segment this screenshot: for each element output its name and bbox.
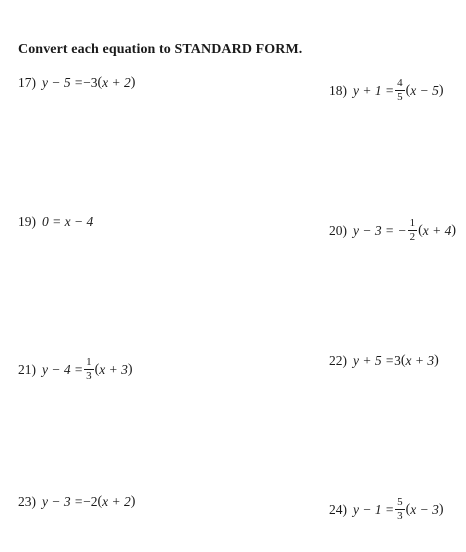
close-paren: ) xyxy=(127,361,133,377)
problem-21 xyxy=(18,357,133,382)
problem-19 xyxy=(18,215,93,229)
equation-inner: x + 3 xyxy=(405,353,435,369)
problem-20 xyxy=(329,218,456,243)
problem-number: 24) xyxy=(329,501,347,517)
denominator: 2 xyxy=(409,231,416,243)
equation-lhs: 0 = x − 4 xyxy=(42,214,94,229)
close-paren: ) xyxy=(438,501,444,517)
problem-24 xyxy=(329,497,444,522)
fraction xyxy=(395,78,405,103)
equation-lhs: y + 1 = xyxy=(353,82,395,98)
coefficient: −2 xyxy=(83,494,98,510)
fraction xyxy=(408,218,418,243)
equation-inner: x − 3 xyxy=(410,501,439,517)
problem-22 xyxy=(329,354,439,368)
equation-lhs: y − 5 = xyxy=(42,75,84,91)
problem-number: 17) xyxy=(18,75,36,91)
equation-inner: x + 2 xyxy=(102,494,131,510)
fraction xyxy=(84,357,94,382)
problem-number: 23) xyxy=(18,494,36,510)
open-paren: ( xyxy=(97,75,103,90)
equation xyxy=(353,497,444,522)
problem-17 xyxy=(18,76,135,90)
equation-lhs: y + 5 = xyxy=(353,353,395,369)
numerator: 4 xyxy=(397,77,403,89)
equation xyxy=(42,215,93,229)
close-paren: ) xyxy=(130,75,136,90)
numerator: 1 xyxy=(409,217,416,229)
denominator: 5 xyxy=(397,91,403,103)
open-paren: ( xyxy=(94,361,100,377)
numerator: 5 xyxy=(397,496,403,508)
problem-number: 22) xyxy=(329,353,347,369)
equation xyxy=(42,76,135,90)
equation-inner: x + 4 xyxy=(422,222,452,238)
equation xyxy=(42,495,135,509)
equation-lhs: y − 3 = xyxy=(42,494,84,510)
problem-number: 18) xyxy=(329,82,347,98)
problem-23 xyxy=(18,495,135,509)
equation xyxy=(353,78,444,103)
equation-inner: x + 3 xyxy=(99,361,128,377)
open-paren: ( xyxy=(97,494,103,509)
denominator: 3 xyxy=(86,370,92,382)
problem-number: 20) xyxy=(329,222,347,238)
coefficient: −3 xyxy=(83,75,98,91)
close-paren: ) xyxy=(130,494,136,509)
equation-lhs: y − 1 = xyxy=(353,501,395,517)
equation xyxy=(353,354,439,368)
close-paren: ) xyxy=(438,82,444,98)
problem-number: 19) xyxy=(18,214,36,229)
close-paren: ) xyxy=(451,222,457,238)
problem-number: 21) xyxy=(18,361,36,377)
denominator: 3 xyxy=(397,510,403,522)
open-paren: ( xyxy=(405,82,411,98)
numerator: 1 xyxy=(86,356,92,368)
close-paren: ) xyxy=(434,353,439,368)
equation-inner: x + 2 xyxy=(102,75,131,91)
equation-inner: x − 5 xyxy=(410,82,439,98)
equation-lhs: y − 3 = − xyxy=(353,222,407,238)
open-paren: ( xyxy=(418,222,423,238)
fraction xyxy=(395,497,405,522)
equation-lhs: y − 4 = xyxy=(42,361,84,377)
worksheet-heading: Convert each equation to STANDARD FORM. xyxy=(18,42,303,57)
equation xyxy=(353,218,456,243)
open-paren: ( xyxy=(400,353,406,368)
open-paren: ( xyxy=(405,501,411,517)
problem-18 xyxy=(329,78,444,103)
equation xyxy=(42,357,133,382)
coefficient: 3 xyxy=(394,353,401,369)
